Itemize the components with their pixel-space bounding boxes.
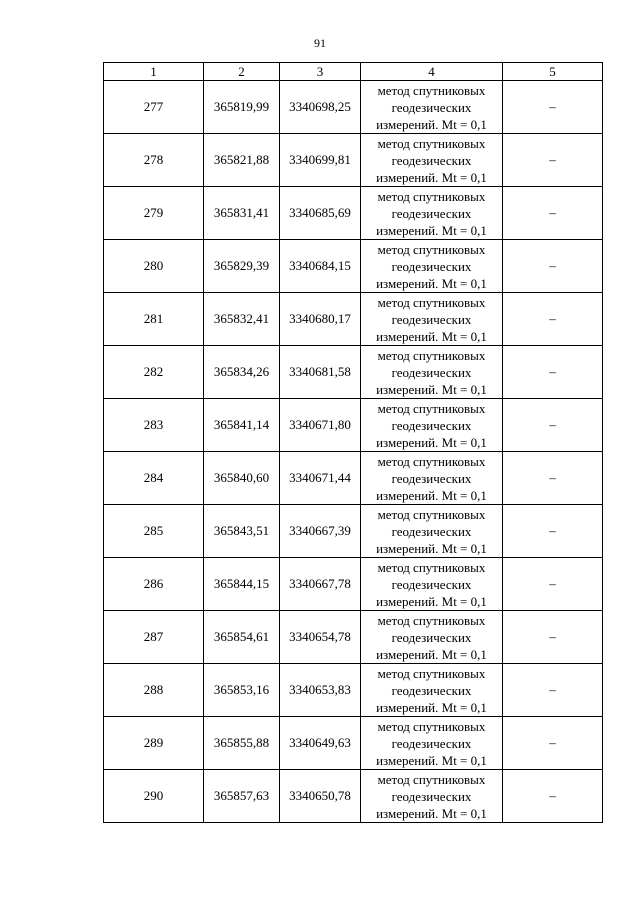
method-cell bbox=[361, 505, 503, 558]
method-line: измерений. Mt = 0,1 bbox=[376, 116, 487, 132]
note-cell: – bbox=[503, 81, 603, 134]
y-coordinate-cell: 3340698,25 bbox=[280, 81, 361, 134]
table-row bbox=[104, 134, 603, 187]
table-row bbox=[104, 293, 603, 346]
method-cell bbox=[361, 134, 503, 187]
point-number-cell: 289 bbox=[104, 717, 204, 770]
method-line: геодезических bbox=[391, 523, 472, 539]
y-coordinate-cell: 3340699,81 bbox=[280, 134, 361, 187]
method-cell bbox=[361, 664, 503, 717]
x-coordinate-cell: 365819,99 bbox=[204, 81, 280, 134]
page-number: 91 bbox=[314, 36, 326, 50]
table-row bbox=[104, 664, 603, 717]
method-line: измерений. Mt = 0,1 bbox=[376, 593, 487, 609]
table-body bbox=[104, 81, 603, 823]
method-cell bbox=[361, 717, 503, 770]
method-line: измерений. Mt = 0,1 bbox=[376, 646, 487, 662]
x-coordinate-cell: 365834,26 bbox=[204, 346, 280, 399]
column-header-1: 1 bbox=[104, 63, 204, 81]
y-coordinate-cell: 3340654,78 bbox=[280, 611, 361, 664]
method-line: геодезических bbox=[391, 99, 472, 115]
method-cell bbox=[361, 770, 503, 823]
x-coordinate-cell: 365844,15 bbox=[204, 558, 280, 611]
table-row bbox=[104, 240, 603, 293]
point-number-cell: 290 bbox=[104, 770, 204, 823]
note-cell: – bbox=[503, 558, 603, 611]
point-number-cell: 283 bbox=[104, 399, 204, 452]
y-coordinate-cell: 3340671,80 bbox=[280, 399, 361, 452]
method-line: геодезических bbox=[391, 364, 472, 380]
method-cell bbox=[361, 240, 503, 293]
table-row bbox=[104, 717, 603, 770]
note-cell: – bbox=[503, 293, 603, 346]
table-row bbox=[104, 187, 603, 240]
column-header-5: 5 bbox=[503, 63, 603, 81]
y-coordinate-cell: 3340667,39 bbox=[280, 505, 361, 558]
method-line: геодезических bbox=[391, 205, 472, 221]
table-row bbox=[104, 505, 603, 558]
method-line: измерений. Mt = 0,1 bbox=[376, 699, 487, 715]
x-coordinate-cell: 365843,51 bbox=[204, 505, 280, 558]
method-line: геодезических bbox=[391, 258, 472, 274]
point-number-cell: 284 bbox=[104, 452, 204, 505]
table-row bbox=[104, 452, 603, 505]
method-line: геодезических bbox=[391, 629, 472, 645]
method-line: геодезических bbox=[391, 417, 472, 433]
method-line: геодезических bbox=[391, 311, 472, 327]
x-coordinate-cell: 365821,88 bbox=[204, 134, 280, 187]
method-line: метод спутниковых bbox=[377, 559, 486, 575]
x-coordinate-cell: 365831,41 bbox=[204, 187, 280, 240]
coordinates-table bbox=[103, 62, 603, 823]
method-line: измерений. Mt = 0,1 bbox=[376, 169, 487, 185]
method-line: метод спутниковых bbox=[377, 135, 486, 151]
table-row bbox=[104, 558, 603, 611]
note-cell: – bbox=[503, 770, 603, 823]
x-coordinate-cell: 365853,16 bbox=[204, 664, 280, 717]
x-coordinate-cell: 365840,60 bbox=[204, 452, 280, 505]
table-row bbox=[104, 770, 603, 823]
method-line: измерений. Mt = 0,1 bbox=[376, 381, 487, 397]
column-header-2: 2 bbox=[204, 63, 280, 81]
point-number-cell: 286 bbox=[104, 558, 204, 611]
method-line: метод спутниковых bbox=[377, 347, 486, 363]
method-line: метод спутниковых bbox=[377, 241, 486, 257]
point-number-cell: 277 bbox=[104, 81, 204, 134]
method-line: измерений. Mt = 0,1 bbox=[376, 805, 487, 821]
method-line: геодезических bbox=[391, 735, 472, 751]
table-row bbox=[104, 611, 603, 664]
y-coordinate-cell: 3340680,17 bbox=[280, 293, 361, 346]
method-line: измерений. Mt = 0,1 bbox=[376, 752, 487, 768]
method-cell bbox=[361, 346, 503, 399]
note-cell: – bbox=[503, 134, 603, 187]
note-cell: – bbox=[503, 399, 603, 452]
method-line: измерений. Mt = 0,1 bbox=[376, 540, 487, 556]
note-cell: – bbox=[503, 346, 603, 399]
method-line: измерений. Mt = 0,1 bbox=[376, 222, 487, 238]
point-number-cell: 281 bbox=[104, 293, 204, 346]
y-coordinate-cell: 3340650,78 bbox=[280, 770, 361, 823]
method-cell bbox=[361, 558, 503, 611]
y-coordinate-cell: 3340653,83 bbox=[280, 664, 361, 717]
note-cell: – bbox=[503, 240, 603, 293]
method-line: геодезических bbox=[391, 470, 472, 486]
table-header-row bbox=[104, 63, 603, 81]
x-coordinate-cell: 365854,61 bbox=[204, 611, 280, 664]
method-cell bbox=[361, 452, 503, 505]
method-line: метод спутниковых bbox=[377, 82, 486, 98]
y-coordinate-cell: 3340681,58 bbox=[280, 346, 361, 399]
method-line: геодезических bbox=[391, 576, 472, 592]
method-line: метод спутниковых bbox=[377, 771, 486, 787]
table-row bbox=[104, 81, 603, 134]
x-coordinate-cell: 365857,63 bbox=[204, 770, 280, 823]
method-line: измерений. Mt = 0,1 bbox=[376, 275, 487, 291]
note-cell: – bbox=[503, 717, 603, 770]
note-cell: – bbox=[503, 505, 603, 558]
method-cell bbox=[361, 187, 503, 240]
method-line: измерений. Mt = 0,1 bbox=[376, 487, 487, 503]
method-line: метод спутниковых bbox=[377, 718, 486, 734]
method-cell bbox=[361, 611, 503, 664]
column-header-3: 3 bbox=[280, 63, 361, 81]
y-coordinate-cell: 3340649,63 bbox=[280, 717, 361, 770]
point-number-cell: 280 bbox=[104, 240, 204, 293]
note-cell: – bbox=[503, 611, 603, 664]
point-number-cell: 285 bbox=[104, 505, 204, 558]
note-cell: – bbox=[503, 187, 603, 240]
method-cell bbox=[361, 293, 503, 346]
method-line: измерений. Mt = 0,1 bbox=[376, 328, 487, 344]
point-number-cell: 288 bbox=[104, 664, 204, 717]
x-coordinate-cell: 365829,39 bbox=[204, 240, 280, 293]
method-line: геодезических bbox=[391, 152, 472, 168]
method-cell bbox=[361, 81, 503, 134]
method-line: геодезических bbox=[391, 788, 472, 804]
method-line: метод спутниковых bbox=[377, 188, 486, 204]
point-number-cell: 278 bbox=[104, 134, 204, 187]
method-line: метод спутниковых bbox=[377, 665, 486, 681]
method-line: метод спутниковых bbox=[377, 453, 486, 469]
note-cell: – bbox=[503, 452, 603, 505]
table-row bbox=[104, 346, 603, 399]
x-coordinate-cell: 365855,88 bbox=[204, 717, 280, 770]
x-coordinate-cell: 365832,41 bbox=[204, 293, 280, 346]
point-number-cell: 282 bbox=[104, 346, 204, 399]
y-coordinate-cell: 3340684,15 bbox=[280, 240, 361, 293]
method-line: измерений. Mt = 0,1 bbox=[376, 434, 487, 450]
point-number-cell: 279 bbox=[104, 187, 204, 240]
y-coordinate-cell: 3340685,69 bbox=[280, 187, 361, 240]
method-line: метод спутниковых bbox=[377, 294, 486, 310]
y-coordinate-cell: 3340671,44 bbox=[280, 452, 361, 505]
method-cell bbox=[361, 399, 503, 452]
y-coordinate-cell: 3340667,78 bbox=[280, 558, 361, 611]
point-number-cell: 287 bbox=[104, 611, 204, 664]
method-line: метод спутниковых bbox=[377, 506, 486, 522]
column-header-4: 4 bbox=[361, 63, 503, 81]
note-cell: – bbox=[503, 664, 603, 717]
x-coordinate-cell: 365841,14 bbox=[204, 399, 280, 452]
method-line: геодезических bbox=[391, 682, 472, 698]
table-row bbox=[104, 399, 603, 452]
method-line: метод спутниковых bbox=[377, 612, 486, 628]
method-line: метод спутниковых bbox=[377, 400, 486, 416]
